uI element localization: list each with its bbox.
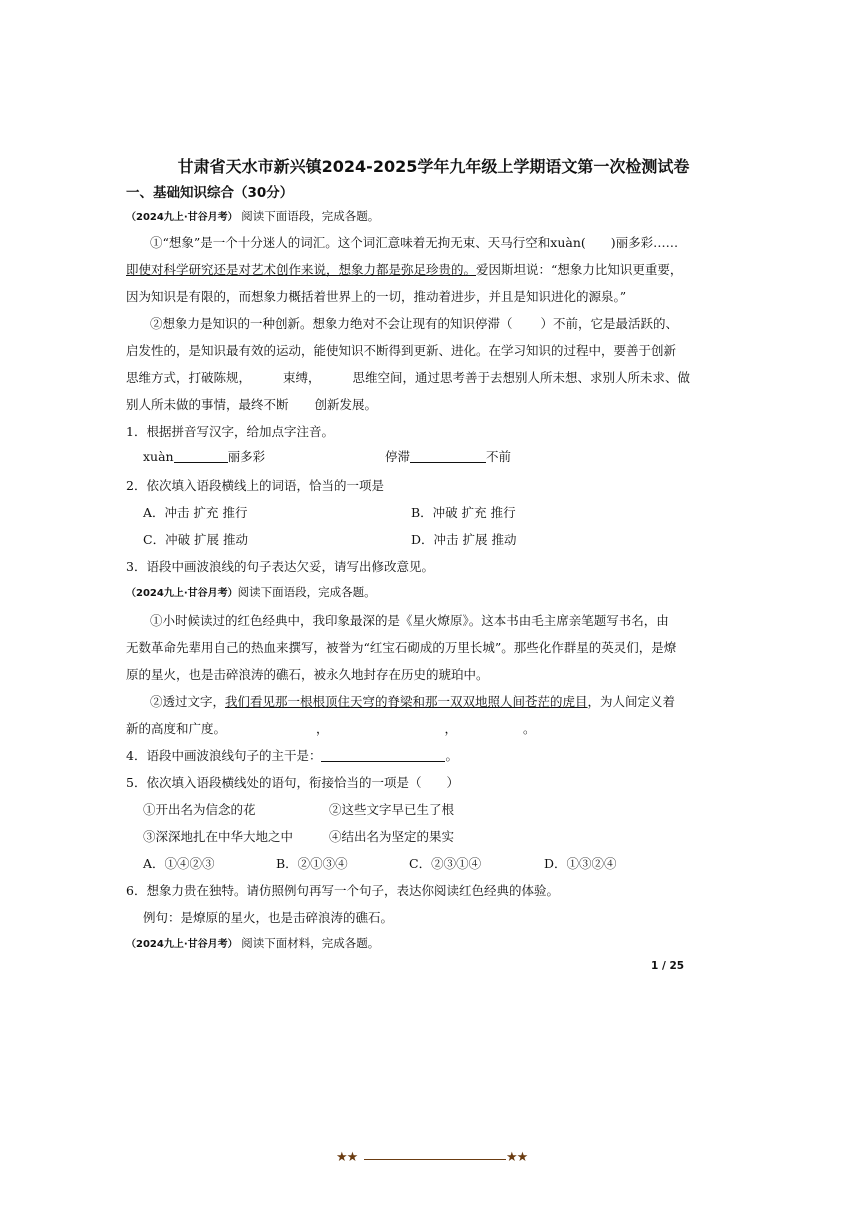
- question-6-example: 例句：是燎原的星火，也是击碎浪涛的礁石。: [143, 910, 394, 925]
- passage1-text: 爱因斯坦说：“想象力比知识更重要，: [476, 262, 683, 277]
- option-b[interactable]: B．冲破 扩充 推行: [411, 505, 516, 520]
- passage1-text: ②想象力是知识的一种创新。想象力绝对不会让现有的知识停滞（: [150, 316, 513, 331]
- word-suffix: 不前: [486, 449, 512, 464]
- passage1-text: 思维方式，打破陈规，: [126, 370, 252, 385]
- option-a[interactable]: A．冲击 扩充 推行: [143, 505, 248, 520]
- pinyin: xuàn: [143, 449, 174, 464]
- passage2-text: ，为人间定义着: [587, 694, 676, 709]
- passage2-line: [126, 719, 536, 737]
- option-a[interactable]: A．①④②③: [143, 856, 215, 871]
- question-4: [126, 746, 458, 764]
- question-4-end: 。: [445, 748, 458, 763]
- passage1-line: [150, 314, 678, 332]
- passage1-line: [126, 368, 690, 386]
- q5-item-2: ②这些文字早已生了根: [329, 802, 455, 817]
- exam-title: 甘肃省天水市新兴镇2024-2025学年九年级上学期语文第一次检测试卷: [177, 157, 690, 176]
- question-6-stem: 6．想象力贵在独特。请仿照例句再写一个句子，表达你阅读红色经典的体验。: [126, 883, 559, 898]
- passage2-line: ①小时候读过的红色经典中，我印象最深的是《星火燎原》。这本书由毛主席亲笔题写书名，由: [150, 613, 669, 628]
- passage2-instruction: 阅读下面语段，完成各题。: [237, 585, 376, 599]
- word-suffix: 丽多彩: [227, 449, 266, 464]
- passage1-line: [126, 395, 377, 413]
- passage1-instruction: 阅读下面语段，完成各题。: [241, 209, 380, 223]
- question-2-stem: 2．依次填入语段横线上的词语，恰当的一项是: [126, 478, 384, 493]
- source-tag: （2024九上·甘谷月考）: [126, 212, 238, 223]
- option-b[interactable]: B．②①③④: [276, 856, 348, 871]
- question-1-stem: 1．根据拼音写汉字，给加点字注音。: [126, 424, 334, 439]
- passage2-text: ，: [316, 721, 329, 736]
- question-3-stem: 3．语段中画波浪线的句子表达欠妥，请写出修改意见。: [126, 559, 434, 574]
- page-number: 1 / 25: [651, 960, 685, 972]
- wavy-underlined-sentence: 我们看见那一根根顶住天穹的脊梁和那一双双地照人间苍茫的虎目: [225, 694, 588, 709]
- passage2-text: 。: [523, 721, 536, 736]
- question-5-stem: 5．依次填入语段横线处的语句，衔接恰当的一项是（ ）: [126, 775, 459, 790]
- star-icon: ★★: [336, 1150, 358, 1165]
- q5-item-3: ③深深地扎在中华大地之中: [143, 829, 294, 844]
- passage1-line: [126, 260, 682, 278]
- passage3-source: [126, 935, 379, 951]
- answer-blank[interactable]: [174, 450, 228, 463]
- answer-blank[interactable]: [410, 450, 486, 463]
- option-d[interactable]: D．冲击 扩展 推动: [411, 532, 517, 547]
- passage2-text: ②透过文字，: [150, 694, 226, 709]
- wavy-underlined-sentence: 即使对科学研究还是对艺术创作来说，想象力都是弥足珍贵的。: [126, 262, 477, 277]
- passage2-line: 原的星火，也是击碎浪涛的礁石，被永久地封存在历史的琥珀中。: [126, 667, 489, 682]
- source-tag: （2024九上·甘谷月考）: [126, 939, 238, 950]
- passage2-line: [150, 692, 675, 710]
- question-4-stem: 4．语段中画波浪线句子的主干是：: [126, 748, 322, 763]
- passage1-text: 别人所未做的事情，最终不断: [126, 397, 289, 412]
- section-heading: 一、基础知识综合（30分）: [126, 185, 294, 201]
- source-tag: （2024九上·甘谷月考）: [126, 588, 238, 599]
- passage2-source: [126, 584, 376, 600]
- passage1-line: 因为知识是有限的，而想象力概括着世界上的一切，推动着进步，并且是知识进化的源泉。”: [126, 289, 627, 304]
- passage2-text: 新的高度和广度。: [126, 721, 227, 736]
- passage1-text: 思维空间，通过思考善于去想别人所未想、求别人所未求、做: [352, 370, 691, 385]
- option-c[interactable]: C．冲破 扩展 推动: [143, 532, 249, 547]
- word-prefix: 停滞: [385, 449, 411, 464]
- star-icon: ★★: [506, 1150, 528, 1165]
- question-1-right-answer: [385, 447, 511, 465]
- option-c[interactable]: C．②③①④: [409, 856, 482, 871]
- passage1-text: 创新发展。: [314, 397, 378, 412]
- passage1-text: ）不前，它是最活跃的、: [540, 316, 679, 331]
- passage3-instruction: 阅读下面材料，完成各题。: [241, 936, 380, 950]
- passage1-text: 束缚，: [283, 370, 321, 385]
- passage2-text: ，: [444, 721, 458, 736]
- question-1-left-answer: [143, 447, 265, 465]
- q5-item-4: ④结出名为坚定的果实: [329, 829, 455, 844]
- q5-item-1: ①开出名为信念的花: [143, 802, 256, 817]
- passage1-line: 启发性的，是知识最有效的运动，能使知识不断得到更新、进化。在学习知识的过程中，要善于创新: [126, 343, 677, 358]
- passage1-source: [126, 208, 379, 224]
- passage1-line: ①“想象”是一个十分迷人的词汇。这个词汇意味着无拘无束、天马行空和xuàn( )丽多彩……: [150, 235, 679, 250]
- answer-blank[interactable]: [321, 749, 445, 762]
- footer-divider: [364, 1159, 506, 1160]
- passage2-line: 无数革命先辈用自己的热血来撰写，被誉为“红宝石砌成的万里长城”。那些化作群星的英灵们，是燎: [126, 640, 677, 655]
- footer-ornament: [336, 1150, 532, 1168]
- option-d[interactable]: D．①③②④: [544, 856, 617, 871]
